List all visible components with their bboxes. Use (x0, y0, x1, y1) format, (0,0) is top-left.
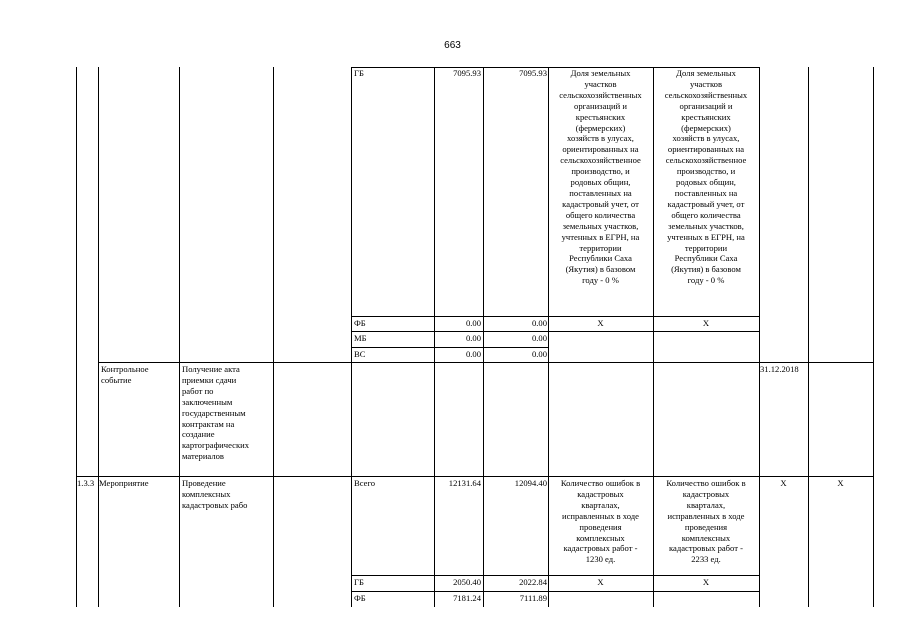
amount-cell: 7181.24 (453, 593, 481, 603)
source-cell: ФБ (354, 318, 366, 328)
grid-line (759, 67, 760, 607)
amount-cell: 12131.64 (448, 478, 481, 488)
amount-cell: 2050.40 (453, 577, 481, 587)
indicator-text: Количество ошибок в кадастровых кварталах, исправленных в ходе проведения комплексных кадастровых работ - 2233 ед. (666, 478, 746, 565)
source-cell: ВС (354, 349, 366, 359)
amount-cell: 0.00 (531, 318, 547, 328)
indicator-text: Доля земельных участков сельскохозяйственных организаций и крестьянских (фермерских) хозяйств в улусах, ориентированных на сельскохозяйственное производство, и родовых общин, поставленных на кадастровый учет, от общего количества земельных участков, учтенных в ЕГРН, на территории Республики Саха (Якутия) в базовом году - 0 % (559, 68, 642, 286)
grid-line (98, 67, 99, 607)
grid-line (351, 347, 548, 348)
event-date-cell: 31.12.2018 (760, 364, 799, 374)
indicator-x: X (780, 478, 787, 488)
amount-cell: 0.00 (465, 349, 481, 359)
program-table (76, 67, 876, 607)
indicator-x: X (597, 318, 604, 328)
amount-cell: 0.00 (465, 333, 481, 343)
source-cell: ГБ (354, 68, 364, 78)
grid-line (351, 67, 352, 607)
amount-cell: 0.00 (531, 349, 547, 359)
indicator-x: X (597, 577, 604, 587)
amount-cell: 7111.89 (519, 593, 547, 603)
source-cell: ФБ (354, 593, 366, 603)
grid-line (808, 67, 809, 607)
grid-line (351, 575, 760, 576)
event-type-cell: Контрольное событие (101, 364, 149, 385)
grid-line (351, 316, 760, 317)
measure-number-cell: 1.3.3 (77, 478, 95, 488)
grid-line (351, 331, 760, 332)
amount-cell: 0.00 (465, 318, 481, 328)
grid-line (76, 476, 874, 477)
source-cell: ГБ (354, 577, 364, 587)
indicator-x: X (837, 478, 844, 488)
indicator-text: Количество ошибок в кадастровых кварталах, исправленных в ходе проведения комплексных кадастровых работ - 1230 ед. (560, 478, 641, 565)
measure-description-cell: Проведение комплексных кадастровых рабо (182, 478, 248, 510)
source-cell: МБ (354, 333, 367, 343)
indicator-text: Доля земельных участков сельскохозяйственных организаций и крестьянских (фермерских) хозяйств в улусах, ориентированных на сельскохозяйственное производство, и родовых общин, поставленных на кадастровый учет, от общего количества земельных участков, учтенных в ЕГРН, на территории Республики Саха (Якутия) в базовом году - 0 % (664, 68, 748, 286)
source-cell: Всего (354, 478, 376, 488)
grid-line (873, 67, 874, 607)
amount-cell: 0.00 (531, 333, 547, 343)
grid-line (351, 591, 760, 592)
grid-line (76, 67, 77, 607)
amount-cell: 7095.93 (519, 68, 547, 78)
amount-cell: 7095.93 (453, 68, 481, 78)
grid-line (98, 362, 874, 363)
grid-line (179, 67, 180, 607)
page-number: 663 (444, 40, 461, 51)
grid-line (273, 67, 274, 607)
amount-cell: 12094.40 (514, 478, 547, 488)
measure-type-cell: Мероприятие (99, 478, 149, 488)
amount-cell: 2022.84 (519, 577, 547, 587)
indicator-x: X (702, 577, 710, 587)
event-description-cell: Получение акта приемки сдачи работ по заключенным государственным контрактам на создание картографических материалов (182, 364, 250, 462)
indicator-x: X (702, 318, 710, 328)
